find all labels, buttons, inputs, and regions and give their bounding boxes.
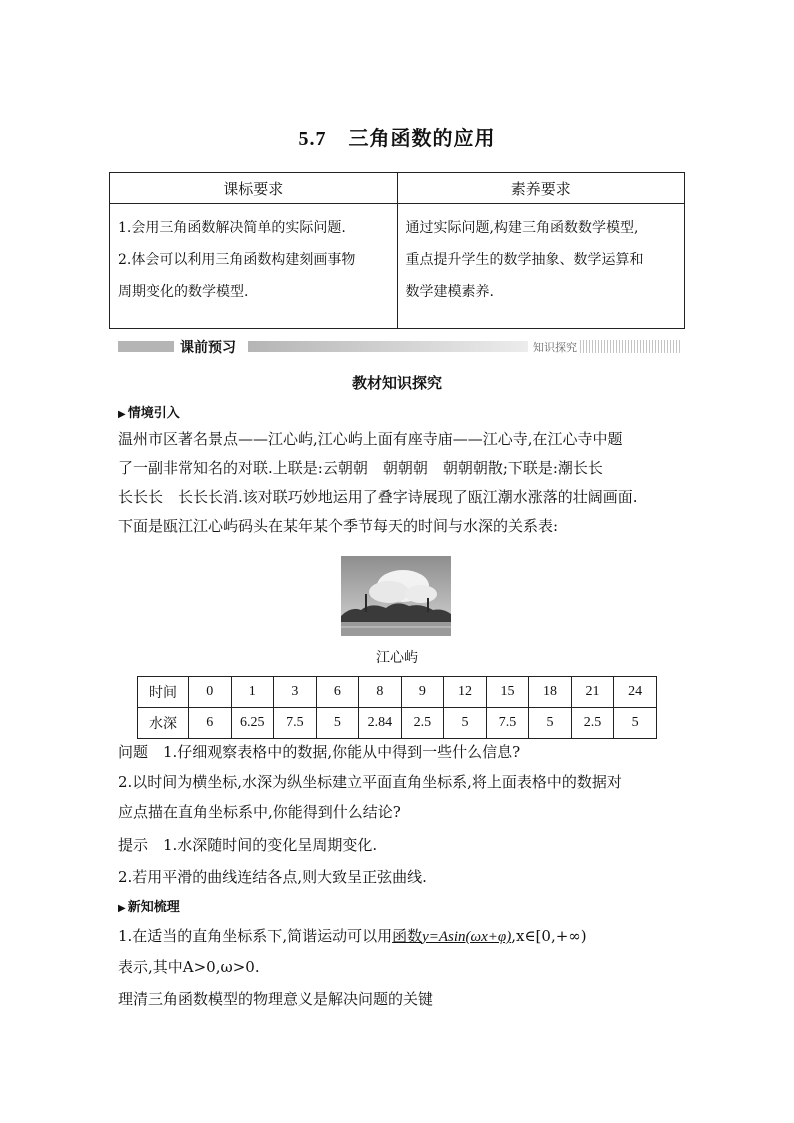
curriculum-line: 2.体会可以利用三角函数构建刻画事物: [118, 252, 356, 268]
intro-line: 了一副非常知名的对联.上联是:云朝朝 朝朝朝 朝朝朝散;下联是:潮长长: [118, 459, 603, 477]
time-cell: 18: [529, 677, 572, 708]
question-1: 问题 1.仔细观察表格中的数据,你能从中得到一些什么信息?: [118, 743, 521, 761]
section-number: 5.7: [298, 128, 327, 150]
depth-cell: 2.5: [401, 708, 444, 739]
intro-paragraph: [118, 425, 684, 541]
intro-subhead: [118, 402, 180, 421]
function-word: 函数: [392, 927, 423, 945]
depth-cell: 7.5: [486, 708, 529, 739]
time-cell: 24: [614, 677, 657, 708]
time-cell: 12: [444, 677, 487, 708]
band-bar-hatch: [580, 340, 680, 353]
time-cell: 3: [274, 677, 317, 708]
depth-cell: 5: [614, 708, 657, 739]
knowledge-note: 理清三角函数模型的物理意义是解决问题的关键: [118, 990, 434, 1008]
curriculum-cell: [110, 204, 398, 329]
curriculum-line: 1.会用三角函数解决简单的实际问题.: [118, 220, 346, 236]
depth-cell: 2.84: [359, 708, 402, 739]
triangle-icon: ▶: [118, 409, 126, 420]
depth-cell: 6.25: [231, 708, 274, 739]
band-bar-gradient: [248, 341, 528, 352]
depth-cell: 2.5: [571, 708, 614, 739]
knowledge-line-1: [118, 925, 688, 946]
depth-cell: 5: [316, 708, 359, 739]
time-cell: 21: [571, 677, 614, 708]
literacy-header: 素养要求: [397, 173, 685, 204]
curriculum-header: 课标要求: [110, 173, 398, 204]
intro-line: 下面是瓯江江心屿码头在某年某个季节每天的时间与水深的关系表:: [118, 517, 559, 535]
knowledge-line-2: 表示,其中A>0,ω>0.: [118, 958, 260, 976]
section-title-text: 三角函数的应用: [348, 126, 496, 150]
formula: y=Asin(ωx+φ): [422, 929, 512, 945]
knowledge-prefix: 1.在适当的直角坐标系下,简谐运动可以用: [118, 927, 393, 945]
time-cell: 1: [231, 677, 274, 708]
triangle-icon: ▶: [118, 903, 126, 914]
curriculum-line: 周期变化的数学模型.: [118, 284, 249, 300]
literacy-line: 通过实际问题,构建三角函数数学模型,: [405, 220, 639, 236]
table-row-label: 时间: [138, 677, 189, 708]
depth-cell: 5: [444, 708, 487, 739]
photo-caption: 江心屿: [376, 650, 418, 666]
question-2-line: 应点描在直角坐标系中,你能得到什么结论?: [118, 803, 401, 821]
function-underline: [392, 927, 511, 945]
hint-2: 2.若用平滑的曲线连结各点,则大致呈正弦曲线.: [118, 868, 427, 886]
time-cell: 0: [189, 677, 232, 708]
band-label-knowledge: 知识探究: [533, 341, 577, 354]
intro-label: 情境引入: [127, 406, 180, 421]
page-title: [0, 122, 794, 151]
literacy-line: 数学建模素养.: [405, 284, 494, 300]
depth-cell: 7.5: [274, 708, 317, 739]
time-cell: 9: [401, 677, 444, 708]
section-heading: 教材知识探究: [351, 374, 442, 392]
time-cell: 8: [359, 677, 402, 708]
requirements-table: [109, 172, 685, 329]
band-label-preview: 课前预习: [180, 340, 236, 356]
literacy-cell: [397, 204, 685, 329]
new-knowledge-label: 新知梳理: [127, 900, 180, 915]
depth-cell: 5: [529, 708, 572, 739]
section-band: [118, 337, 680, 355]
table-row: [138, 708, 657, 739]
intro-line: 温州市区著名景点——江心屿,江心屿上面有座寺庙——江心寺,在江心寺中题: [118, 430, 623, 448]
time-cell: 6: [316, 677, 359, 708]
time-cell: 15: [486, 677, 529, 708]
literacy-line: 重点提升学生的数学抽象、数学运算和: [405, 252, 644, 268]
knowledge-domain: ,x∈[0,+∞): [511, 927, 587, 945]
table-row: [138, 677, 657, 708]
depth-cell: 6: [189, 708, 232, 739]
hint-1: 提示 1.水深随时间的变化呈周期变化.: [118, 836, 378, 854]
time-depth-table: [137, 676, 657, 739]
table-row-label: 水深: [138, 708, 189, 739]
island-photo: [341, 556, 451, 636]
band-bar-left: [118, 341, 174, 352]
question-2-line: 2.以时间为横坐标,水深为纵坐标建立平面直角坐标系,将上面表格中的数据对: [118, 773, 622, 791]
intro-line: 长长长 长长长消.该对联巧妙地运用了叠字诗展现了瓯江潮水涨落的壮阔画面.: [118, 488, 638, 506]
new-knowledge-subhead: [118, 896, 180, 915]
